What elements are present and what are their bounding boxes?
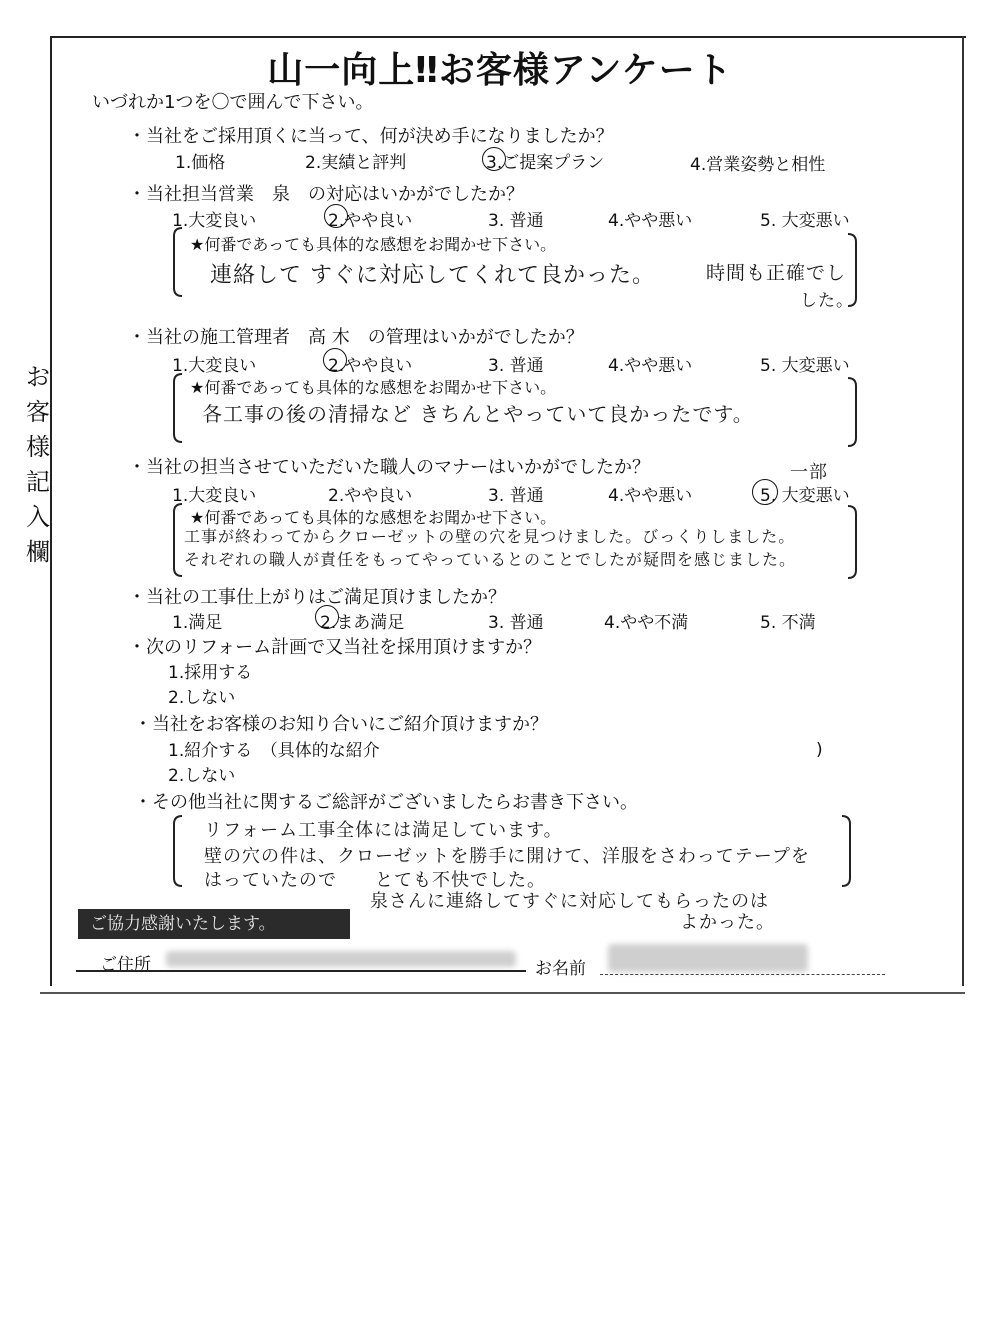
- q2-question: ・当社担当営業 泉 の対応はいかがでしたか？: [128, 184, 524, 205]
- q6-option-2[interactable]: 2.しない: [168, 688, 236, 708]
- q5-selection-circle: [315, 605, 339, 629]
- q4-comment-line-1: 工事が終わってからクローゼットの壁の穴を見つけました。びっくりしました。: [184, 527, 796, 546]
- q8-comment-line-3: はっていたので とても不快でした。: [204, 870, 546, 891]
- q4-comment-prompt: ★何番であっても具体的な感想をお聞かせ下さい。: [190, 508, 557, 527]
- address-redacted: [166, 951, 516, 967]
- q3-comment-prompt: ★何番であっても具体的な感想をお聞かせ下さい。: [190, 378, 557, 397]
- name-label: お名前: [535, 959, 586, 979]
- q5-option-5[interactable]: 5. 不満: [760, 613, 816, 633]
- q1-option-2[interactable]: 2.実績と評判: [305, 153, 407, 173]
- q2-comment: 連絡して すぐに対応してくれて良かった。: [210, 263, 655, 288]
- instruction: いづれか1つを〇で囲んで下さい。: [92, 92, 374, 113]
- q7-option-2[interactable]: 2.しない: [168, 766, 236, 786]
- q3-selection-circle: [323, 348, 347, 372]
- address-label: ご住所: [100, 955, 151, 975]
- q3-option-3[interactable]: 3. 普通: [488, 356, 544, 376]
- q1-selection-circle: [482, 147, 506, 171]
- q8-comment-line-1: リフォーム工事全体には満足しています。: [204, 820, 563, 841]
- side-label: お客様記入欄: [26, 363, 50, 566]
- q1-option-3[interactable]: 3.ご提案プラン: [486, 153, 605, 173]
- q7-option-1[interactable]: 1.紹介する （具体的な紹介: [168, 741, 380, 761]
- q1-option-4[interactable]: 4.営業姿勢と相性: [690, 155, 826, 175]
- q7-question: ・当社をお客様のお知り合いにご紹介頂けますか？: [134, 714, 548, 735]
- q2-selection-circle: [324, 204, 348, 228]
- q3-question: ・当社の施工管理者 高 木 の管理はいかがでしたか？: [128, 327, 584, 348]
- q4-question: ・当社の担当させていただいた職人のマナーはいかがでしたか？: [128, 457, 650, 478]
- q3-bracket-left: [170, 372, 184, 444]
- q3-option-5[interactable]: 5. 大変悪い: [760, 356, 850, 376]
- q8-bracket-right: [840, 814, 854, 888]
- q7-close-paren: ): [816, 740, 823, 760]
- q4-bracket-left: [170, 502, 184, 578]
- q8-bracket-left: [170, 814, 184, 888]
- q5-option-4[interactable]: 4.やや不満: [604, 613, 689, 633]
- q4-bracket-right: [846, 504, 860, 580]
- q1-question: ・当社をご採用頂くに当って、何が決め手になりましたか？: [128, 126, 614, 147]
- name-redacted: [608, 944, 808, 972]
- q3-option-1[interactable]: 1.大変良い: [172, 356, 257, 376]
- q4-comment-line-2: それぞれの職人が責任をもってやっているとのことでしたが疑問を感じました。: [184, 550, 797, 569]
- q2-bracket-left: [170, 226, 184, 298]
- q2-comment-extra-2: した。: [800, 291, 854, 311]
- q2-option-2[interactable]: 2.やや良い: [328, 211, 413, 231]
- q4-option-1[interactable]: 1.大変良い: [172, 486, 257, 506]
- q1-option-1[interactable]: 1.価格: [175, 153, 226, 173]
- q3-option-4[interactable]: 4.やや悪い: [608, 356, 693, 376]
- q4-option-2[interactable]: 2.やや良い: [328, 486, 413, 506]
- name-underline: [600, 974, 885, 975]
- q2-comment-extra-1: 時間も正確でし: [706, 262, 847, 284]
- frame-bottom-line: [40, 992, 965, 994]
- frame-right-line: [962, 36, 964, 986]
- q4-option-5[interactable]: 5. 大変悪い: [760, 486, 850, 506]
- address-underline: [76, 970, 526, 972]
- q4-selected-note: 一部: [790, 462, 828, 483]
- q8-question: ・その他当社に関するご総評がございましたらお書き下さい。: [134, 792, 638, 813]
- q2-comment-prompt: ★何番であっても具体的な感想をお聞かせ下さい。: [190, 235, 557, 254]
- q8-comment-line-4: 泉さんに連絡してすぐに対応してもらったのは: [370, 891, 769, 912]
- page-title: 山一向上‼お客様アンケート: [267, 50, 733, 91]
- q8-comment-line-5: よかった。: [680, 912, 775, 933]
- q2-option-1[interactable]: 1.大変良い: [172, 211, 257, 231]
- q3-comment: 各工事の後の清掃など きちんとやっていて良かったです。: [202, 402, 754, 426]
- q4-selection-circle: [752, 479, 778, 505]
- q4-option-4[interactable]: 4.やや悪い: [608, 486, 693, 506]
- frame-top-line: [52, 36, 966, 38]
- thanks-banner: ご協力感謝いたします。: [78, 909, 350, 939]
- q5-option-2[interactable]: 2.まあ満足: [320, 613, 405, 633]
- q3-option-2[interactable]: 2.やや良い: [328, 356, 413, 376]
- q3-bracket-right: [846, 376, 860, 448]
- q2-option-4[interactable]: 4.やや悪い: [608, 211, 693, 231]
- q2-option-3[interactable]: 3. 普通: [488, 211, 544, 231]
- q5-option-1[interactable]: 1.満足: [172, 613, 223, 633]
- q8-comment-line-2: 壁の穴の件は、クローゼットを勝手に開けて、洋服をさわってテープを: [204, 846, 810, 867]
- q5-option-3[interactable]: 3. 普通: [488, 613, 544, 633]
- q2-bracket-right: [846, 232, 860, 308]
- q2-option-5[interactable]: 5. 大変悪い: [760, 211, 850, 231]
- q6-option-1[interactable]: 1.採用する: [168, 663, 253, 683]
- q6-question: ・次のリフォーム計画で又当社を採用頂けますか？: [128, 637, 542, 658]
- q5-question: ・当社の工事仕上がりはご満足頂けましたか？: [128, 587, 506, 608]
- q4-option-3[interactable]: 3. 普通: [488, 486, 544, 506]
